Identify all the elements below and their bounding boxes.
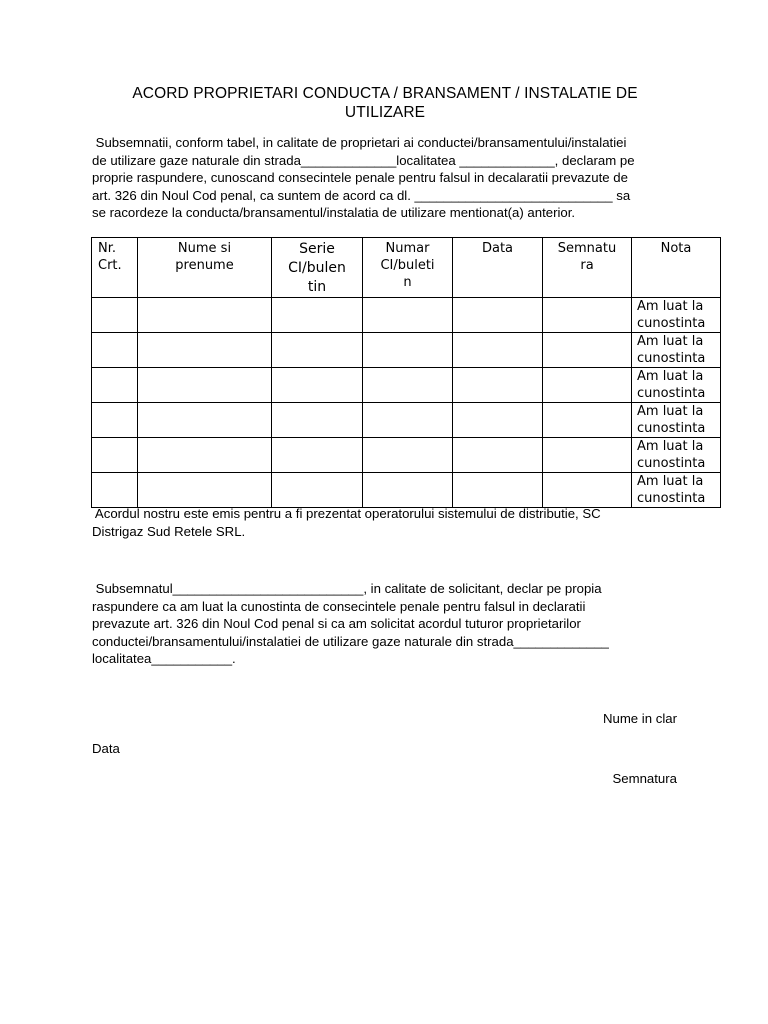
header-text: Numar [385, 241, 430, 256]
cell-nume [138, 403, 272, 438]
paragraph-line: Acordul nostru este emis pentru a fi prezentat operatorului sistemului de distributie, SC [92, 506, 601, 521]
table-row [92, 298, 721, 333]
cell-nr [92, 298, 138, 333]
cell-serie [272, 298, 363, 333]
cell-nota [632, 298, 721, 333]
applicant-declaration-paragraph [92, 580, 682, 668]
header-text: Semnatu [557, 241, 617, 256]
header-serie-ci [272, 238, 363, 298]
cell-serie [272, 473, 363, 508]
nota-text: Am luat la [637, 299, 704, 314]
cell-data [453, 438, 543, 473]
table-row [92, 438, 721, 473]
table-row [92, 473, 721, 508]
header-text: Nume si [177, 241, 232, 256]
cell-nume [138, 333, 272, 368]
paragraph-line: Subsemnatii, conform tabel, in calitate de proprietari ai conductei/bransamentului/instalatiei [92, 135, 627, 150]
nota-text: Am luat la [637, 334, 704, 349]
agreement-purpose-paragraph [92, 505, 682, 540]
paragraph-line: art. 326 din Noul Cod penal, ca suntem de acord ca dl. ___________________________ sa [92, 187, 631, 203]
header-numar-ci [363, 238, 453, 298]
cell-numar [363, 403, 453, 438]
header-text: CI/bulen [288, 260, 346, 276]
cell-nota [632, 473, 721, 508]
nota-text: cunostinta [637, 351, 706, 366]
cell-nota [632, 368, 721, 403]
header-text: CI/buleti [380, 258, 435, 273]
paragraph-line: Distrigaz Sud Retele SRL. [92, 523, 246, 539]
cell-data [453, 298, 543, 333]
header-nr-crt [92, 238, 138, 298]
cell-semnatura [543, 438, 632, 473]
cell-nume [138, 298, 272, 333]
nota-text: Am luat la [637, 439, 704, 454]
cell-data [453, 473, 543, 508]
cell-nume [138, 368, 272, 403]
cell-data [453, 368, 543, 403]
nota-text: cunostinta [637, 421, 706, 436]
nota-text: Am luat la [637, 404, 704, 419]
signature-label: Semnatura [612, 771, 677, 786]
title-line-2: UTILIZARE [344, 104, 426, 121]
cell-numar [363, 438, 453, 473]
cell-nr [92, 473, 138, 508]
header-nota [632, 238, 721, 298]
header-data [453, 238, 543, 298]
owners-declaration-paragraph [92, 134, 682, 222]
cell-serie [272, 438, 363, 473]
header-text: Data [481, 241, 514, 256]
nota-text: cunostinta [637, 316, 706, 331]
paragraph-line: localitatea___________. [92, 651, 236, 667]
paragraph-line: de utilizare gaze naturale din strada_____________localitatea _____________, declaram pe [92, 152, 635, 168]
cell-numar [363, 333, 453, 368]
nota-text: Am luat la [637, 474, 704, 489]
cell-semnatura [543, 403, 632, 438]
owners-table [91, 237, 721, 508]
cell-semnatura [543, 298, 632, 333]
table-row [92, 403, 721, 438]
paragraph-line: raspundere ca am luat la cunostinta de consecintele penale pentru falsul in declaratii [92, 598, 586, 614]
header-nume-prenume [138, 238, 272, 298]
paragraph-line: se racordeze la conducta/bransamentul/instalatia de utilizare mentionat(a) anterior. [92, 205, 576, 221]
header-text: n [403, 275, 412, 290]
header-semnatura [543, 238, 632, 298]
header-text: ra [580, 258, 594, 273]
table-row [92, 333, 721, 368]
cell-nota [632, 333, 721, 368]
cell-numar [363, 473, 453, 508]
cell-nume [138, 438, 272, 473]
cell-nota [632, 403, 721, 438]
cell-nr [92, 333, 138, 368]
paragraph-line: proprie raspundere, cunoscand consecintele penale pentru falsul in decalaratii prevazute de [92, 170, 628, 186]
date-label: Data [92, 741, 120, 756]
paragraph-line: Subsemnatul__________________________, in calitate de solicitant, declar pe propia [92, 581, 602, 596]
table-row [92, 368, 721, 403]
cell-numar [363, 298, 453, 333]
cell-semnatura [543, 368, 632, 403]
cell-data [453, 403, 543, 438]
cell-data [453, 333, 543, 368]
header-text: Nota [660, 241, 692, 256]
cell-semnatura [543, 473, 632, 508]
header-text: Serie [299, 241, 335, 257]
title-line-1: ACORD PROPRIETARI CONDUCTA / BRANSAMENT / INSTALATIE DE [132, 85, 638, 102]
nota-text: cunostinta [637, 456, 706, 471]
cell-serie [272, 368, 363, 403]
header-text: tin [307, 279, 327, 295]
paragraph-line: conductei/bransamentului/instalatiei de utilizare gaze naturale din strada_____________ [92, 633, 609, 649]
cell-numar [363, 368, 453, 403]
table-header-row [92, 238, 721, 298]
header-text: prenume [175, 258, 234, 273]
name-label: Nume in clar [602, 711, 677, 726]
document-title [90, 84, 680, 122]
nota-text: cunostinta [637, 386, 706, 401]
cell-serie [272, 333, 363, 368]
cell-nr [92, 438, 138, 473]
cell-nr [92, 368, 138, 403]
nota-text: cunostinta [637, 491, 706, 506]
header-text: Crt. [98, 258, 122, 273]
cell-nota [632, 438, 721, 473]
cell-serie [272, 403, 363, 438]
cell-semnatura [543, 333, 632, 368]
cell-nume [138, 473, 272, 508]
paragraph-line: prevazute art. 326 din Noul Cod penal si ca am solicitat acordul tuturor proprietarilor [92, 616, 581, 632]
header-text: Nr. [98, 241, 117, 256]
cell-nr [92, 403, 138, 438]
nota-text: Am luat la [637, 369, 704, 384]
